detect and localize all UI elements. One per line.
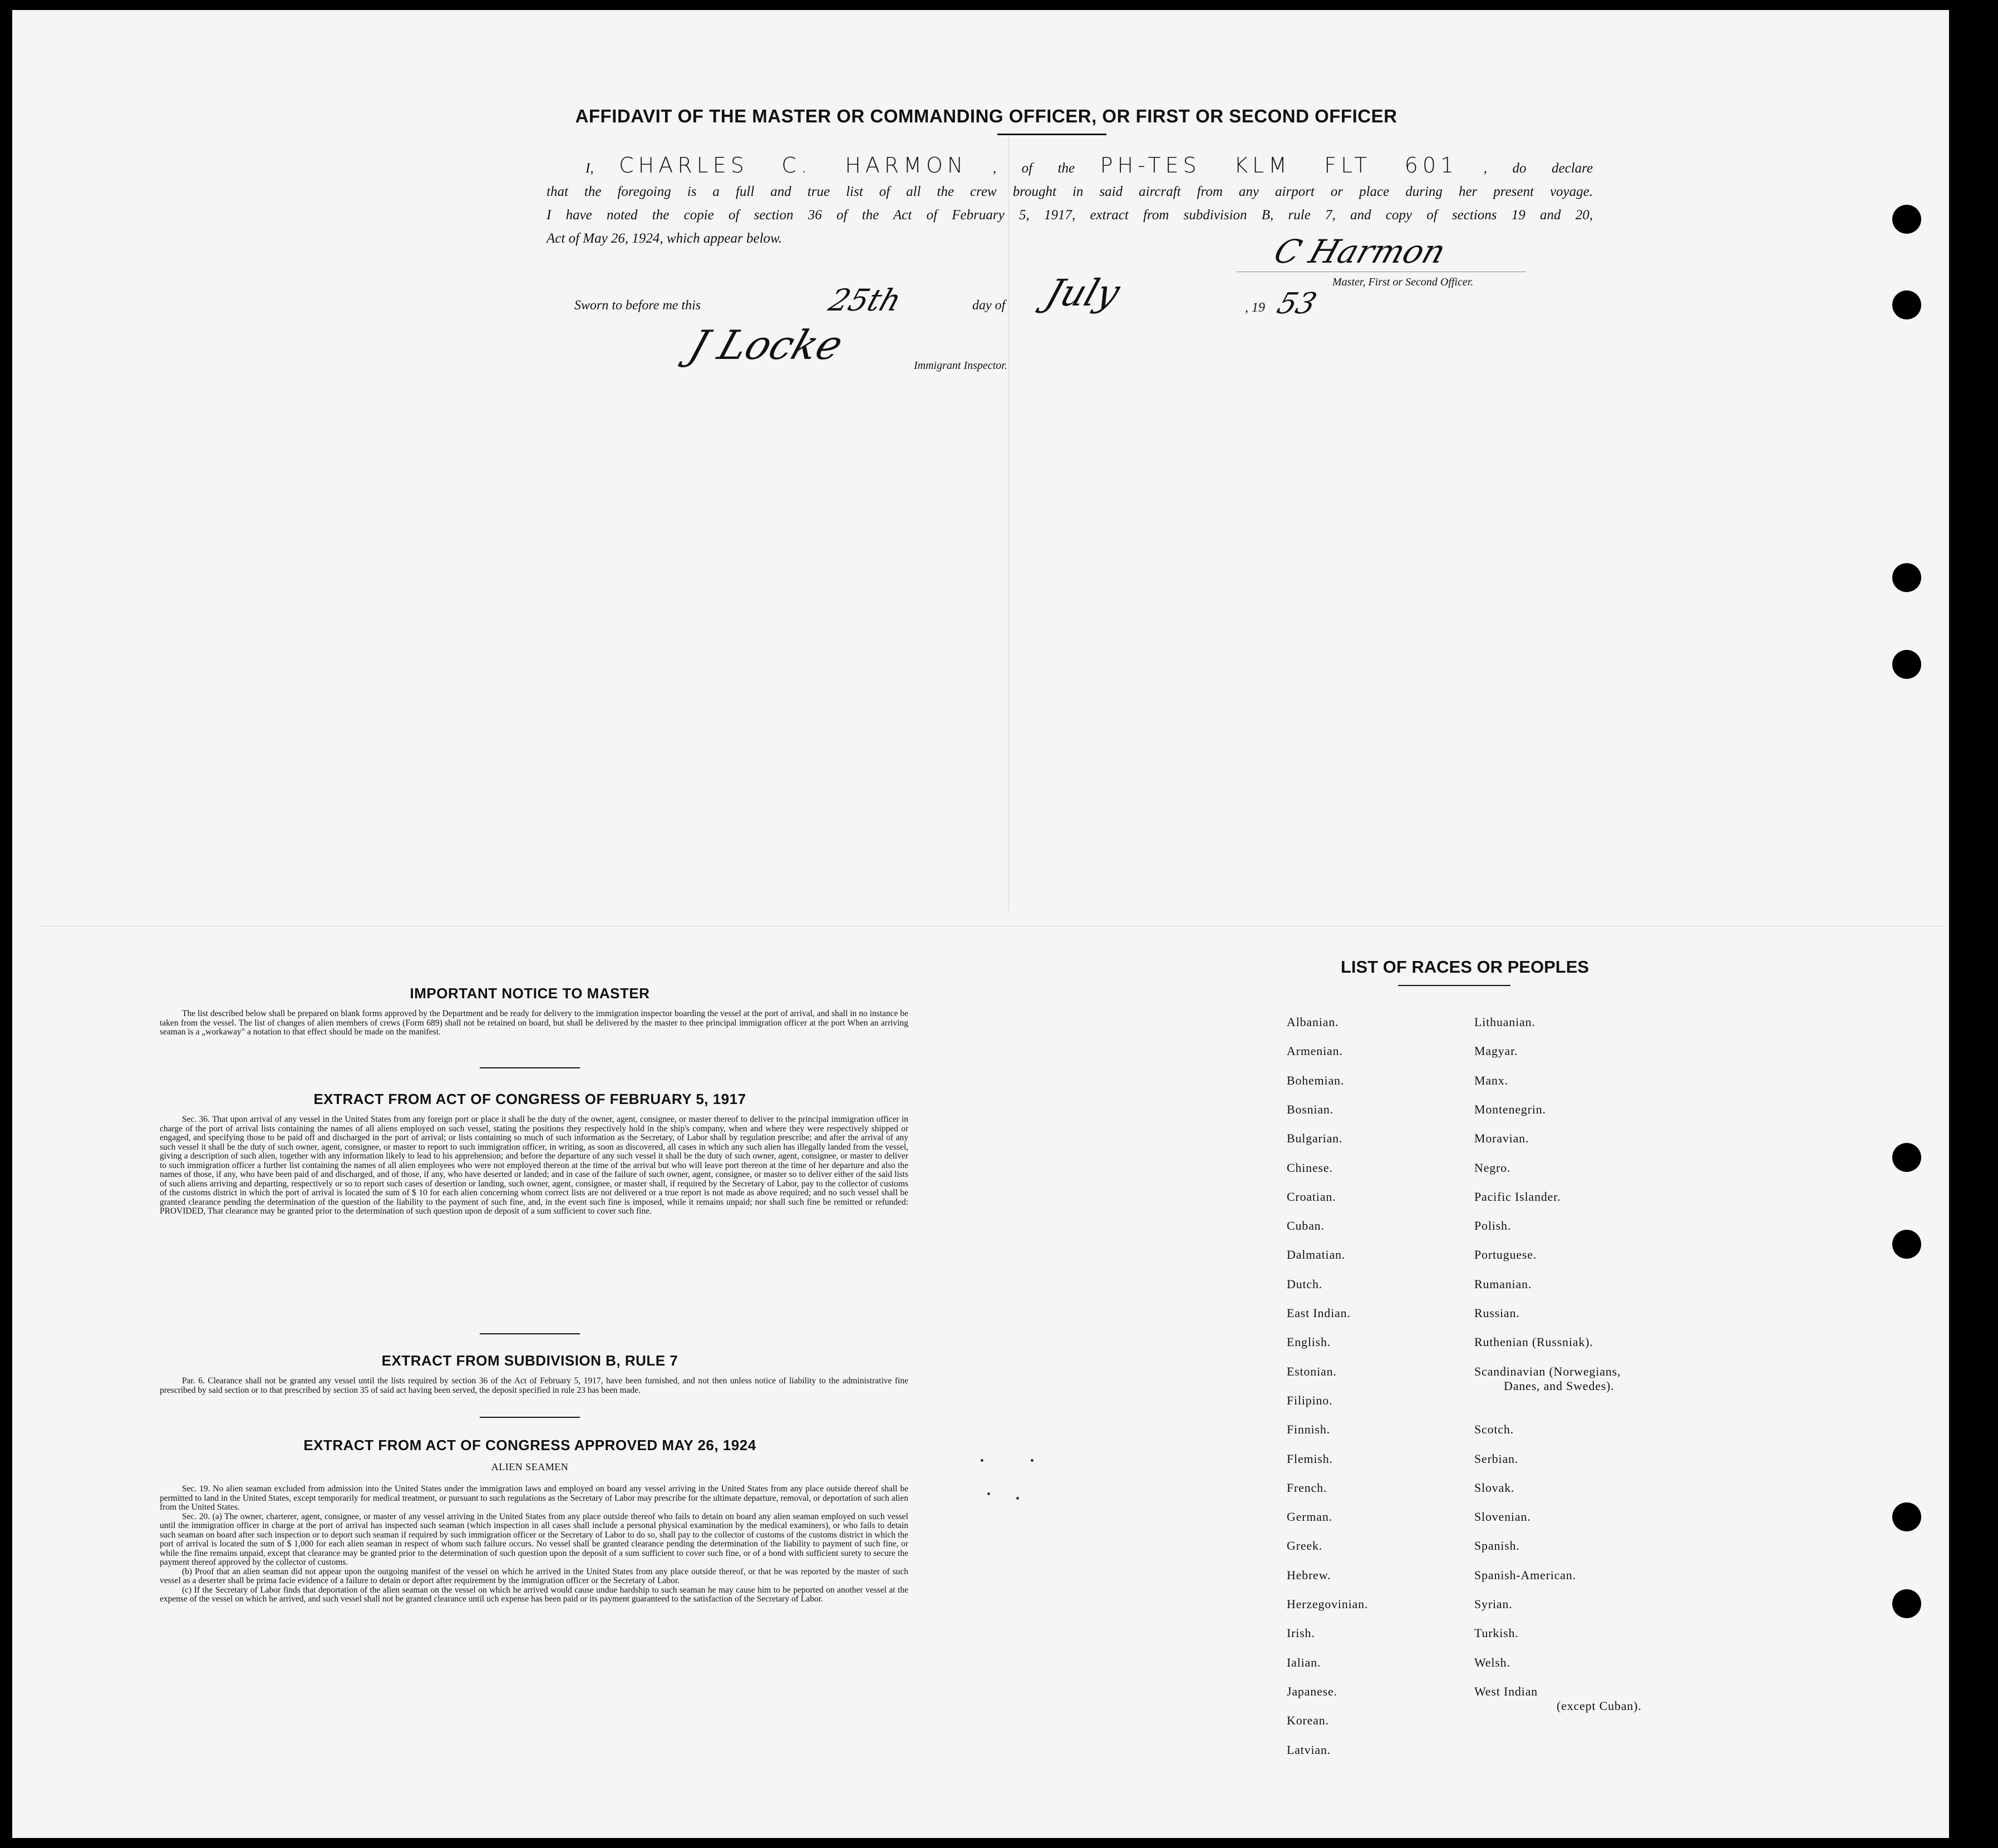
inspector-caption: Immigrant Inspector. [914,359,1007,372]
document-page [12,10,1949,1838]
race-item: English. [1287,1335,1331,1349]
race-item: Bulgarian. [1287,1131,1343,1146]
race-item: Slovenian. [1474,1510,1531,1524]
affidavit-line-4: Act of May 26, 1924, which appear below. [547,231,783,246]
race-item: Bosnian. [1287,1102,1334,1116]
race-item: Latvian. [1287,1742,1331,1757]
master-name: CHARLES C. HARMON [619,153,968,178]
sworn-day: 25th [824,283,906,318]
master-signature: C Harmon [1269,233,1451,270]
divider-3 [480,1417,580,1418]
act-1924-title: EXTRACT FROM ACT OF CONGRESS APPROVED MAY 26, 1924 [303,1437,756,1453]
race-item: Finnish. [1287,1422,1330,1437]
speck [1016,1497,1019,1500]
alien-seamen-subtitle: ALIEN SEAMEN [491,1461,569,1472]
act-1917-text: Sec. 36. That upon arrival of any vessel in the United States from any foreign port or place it shall be the duty of the owner, agent, consignee, or master thereof to deliver to the principal immigration officer in charge of the port of arrival lists containing the names of all aliens employed on such vessel, stating the positions they respectively hold in the ship's company, when and where they were respectively shipped or engaged, and specifying those to be paid off and discharged in the port of arrival; or lists containing so much of such information as the Secretary, of Labor shall by regulation prescribe; and after the arrival of any such vessel it shall be the duty of such owner, agent, consignee, or master to report to such immigration officer, in writing, as soon as discovered, all cases in which any such alien has illegally landed from the vessel, giving a description of such alien, together with any information likely to lead to his apprehension; and before the departure of any such vessel it shall be the duty of such owner, agent, consignee, or master to deliver to such immigration officer a further list containing the names of all alien employees who were not employed thereon at the time of the arrival but who will leave port thereon at the time of her departure and also the names of those, if any, who have been paid of and discharged, and of those, if any, who have deserted or landed; and in case of the failure of such owner, agent, consignee, or master so to deliver either of the said lists of such aliens arriving and departing, respectively or so to report such cases of desertion or landing, such owner, agent, consignee, or master shall, if required by the Secretary of Labor, pay to the collector of customs of the customs district in which the port of arrival is located the sum of $ 10 for each alien concerning whom correct lists are not delivered or a true report is not made as above required; and no such vessel shall be granted clearance pending the determination of the question of the liability to the payment of such fine, and, in the event such fine is imposed, while it remains unpaid; nor shall such fine be remitted or refunded: PROVIDED, That clearance may be granted prior to the determination of such question upon de deposit of a sum sufficient to cover such fine. [160,1115,908,1216]
race-item: Scandinavian (Norwegians, [1474,1364,1621,1378]
races-divider [1398,985,1510,986]
declarant-prefix: I, [585,161,594,176]
race-item: West Indian [1474,1684,1538,1698]
rule-7-text: Par. 6. Clearance shall not be granted any vessel until the lists required by section 36 of the Act of February 5, 1917, have been furnished, and not then unless notice of liability to the administrative fine prescribed by said section or to that prescribed by section 35 of said act having been served, the deposit specified in rule 23 has been made. [160,1376,908,1395]
punch-hole [1892,1502,1921,1531]
race-item: Dalmatian. [1287,1248,1346,1262]
race-item: Welsh. [1474,1655,1510,1669]
race-item: Cuban. [1287,1219,1325,1233]
race-item: Polish. [1474,1219,1512,1233]
affidavit-line-1 [547,154,1593,180]
race-item: East Indian. [1287,1306,1351,1320]
race-item: Syrian. [1474,1597,1513,1611]
day-of-label: day of [972,298,1006,313]
race-item: Ruthenian (Russniak). [1474,1335,1593,1349]
race-item: Dutch. [1287,1277,1323,1291]
race-item: Rumanian. [1474,1277,1532,1291]
sworn-month: July [1040,272,1125,314]
race-item: Spanish. [1474,1539,1520,1553]
sworn-year: 53 [1273,287,1321,321]
race-item: Negro. [1474,1160,1511,1175]
race-item: Russian. [1474,1306,1520,1320]
race-item: Portuguese. [1474,1248,1537,1262]
affidavit-line-3: I have noted the copie of section 36 of the Act of February 5, 1917, extract from subdivision B, rule 7, and copy of sections 19 and 20, [547,208,1593,223]
section-20a: Sec. 20. (a) The owner, charterer, agent, consignee, or master of any vessel arriving in the United States from any place outside thereof who fails to detain on board any alien seaman employed on such vessel until the immigration officer in charge at the port of arrival has inspected such seaman (which inspection in all cases shall include a personal physical examination by the medical examiners), or who fails to detain such seaman on board after such inspection or to deport such seaman if required by such immigration officer or the Secretary of Labor to do so, shall pay to the collector of customs of the customs district in which the port of arrival is located the sum of $ 1,000 for each alien seaman in respect of whom such failure occurs. No vessel shall be granted clearance pending the determination of the liability to payment of such fine, or while the fine remains unpaid, except that clearance may be granted prior to the determination of such question upon the deposit of a sum sufficient to cover such fine, or of a bond with sufficient surety to secure the payment thereof approved by the collector of customs. [160,1511,908,1567]
divider-1 [480,1067,580,1068]
race-item: Manx. [1474,1073,1508,1087]
fold-crease-horizontal [40,926,1943,927]
aircraft-id: PH-TES KLM FLT 601 [1100,153,1459,178]
punch-hole [1892,563,1921,592]
race-item: Japanese. [1287,1684,1337,1698]
speck [981,1459,983,1462]
section-20c: (c) If the Secretary of Labor finds that deportation of the alien seaman on the vessel on which he arrived would cause undue hardship to such seaman he may cause him to be peported on another vessel at the expense of the vessel on which he arrived, and such vessel shall not be granted clearance until uch expense has been paid or its payment guaranteed to the satisfaction of the Secretary of Labor. [160,1585,908,1604]
race-item: Hebrew. [1287,1568,1331,1582]
race-item: Scotch. [1474,1422,1514,1437]
race-item: Greek. [1287,1539,1323,1553]
race-item: Serbian. [1474,1451,1519,1466]
notice-text: The list described below shall be prepared on blank forms approved by the Department and be ready for delivery to the immigration inspector boarding the vessel at the port of arrival, and shall in no instance be taken from the vessel. The list of changes of alien members of crews (Form 689) shall not be retained on board, but shall be delivered by the master to thee principal immigration officer at the port When an arriving seaman is a „workaway" a notation to that effect should be made on the manifest. [160,1009,908,1037]
race-item: Croatian. [1287,1189,1336,1204]
affidavit-title: AFFIDAVIT OF THE MASTER OR COMMANDING OFFICER, OR FIRST OR SECOND OFFICER [575,106,1397,126]
race-item: Korean. [1287,1713,1329,1728]
race-item: Moravian. [1474,1131,1529,1146]
race-item: Armenian. [1287,1044,1343,1058]
race-item: Lithuanian. [1474,1015,1536,1029]
act-1924-text [160,1485,908,1604]
of-the-label: , of the [992,161,1075,176]
affidavit-line-2: that the foregoing is a full and true list of all the crew brought in said aircraft from any airport or place during her present voyage. [547,184,1593,199]
punch-hole [1892,1230,1921,1259]
section-19: Sec. 19. No alien seaman excluded from admission into the United States under the immigration laws and employed on board any vessel arriving in the United States from any place outside thereof shall be permitted to land in the United States, except temporarily for medical treatment, or pursuant to such regulations as the Secretary of Labor may prescribe for the ultimate departure, removal, or deportation of such alien from the United States. [160,1484,908,1512]
master-caption: Master, First or Second Officer. [1332,276,1474,288]
year-prefix: , 19 [1245,300,1265,315]
race-item: Bohemian. [1287,1073,1345,1087]
race-item: Pacific Islander. [1474,1189,1561,1204]
race-item: French. [1287,1480,1327,1495]
punch-hole [1892,650,1921,679]
race-item: Danes, and Swedes). [1504,1378,1615,1393]
race-item: German. [1287,1510,1332,1524]
race-item: Estonian. [1287,1364,1337,1378]
punch-hole [1892,290,1921,319]
race-item: Chinese. [1287,1160,1333,1175]
section-20b: (b) Proof that an alien seaman did not appear upon the outgoing manifest of the vessel on which he arrived in the United States from any place outside thereof, or that he was reported by the master of such vessel as a deserter shall be prima facie evidence of a failure to detain or deport after requirement by the immigration officer or the Secretary of Labor. [160,1566,908,1585]
race-item: Montenegrin. [1474,1102,1546,1116]
notice-title: IMPORTANT NOTICE TO MASTER [410,985,650,1002]
race-item: Ialian. [1287,1655,1321,1669]
declare-label: , do declare [1483,161,1593,176]
speck [987,1492,990,1495]
race-item: Herzegovinian. [1287,1597,1369,1611]
punch-hole [1892,205,1921,234]
race-item: Turkish. [1474,1626,1519,1640]
race-item: Flemish. [1287,1451,1333,1466]
race-item: Spanish-American. [1474,1568,1576,1582]
race-item: Albanian. [1287,1015,1339,1029]
inspector-signature: J Locke [683,322,849,368]
divider-2 [480,1333,580,1334]
punch-hole [1892,1143,1921,1172]
races-title: LIST OF RACES OR PEOPLES [1340,957,1589,977]
race-item: Filipino. [1287,1393,1333,1407]
punch-hole [1892,1589,1921,1618]
race-item: (except Cuban). [1557,1699,1642,1713]
race-item: Magyar. [1474,1044,1518,1058]
race-item: Slovak. [1474,1480,1515,1495]
race-item: Irish. [1287,1626,1315,1640]
sworn-label: Sworn to before me this [574,298,701,313]
act-1917-title: EXTRACT FROM ACT OF CONGRESS OF FEBRUARY 5, 1917 [313,1091,746,1107]
title-divider [997,134,1106,135]
speck [1031,1459,1034,1462]
rule-7-title: EXTRACT FROM SUBDIVISION B, RULE 7 [381,1352,678,1369]
